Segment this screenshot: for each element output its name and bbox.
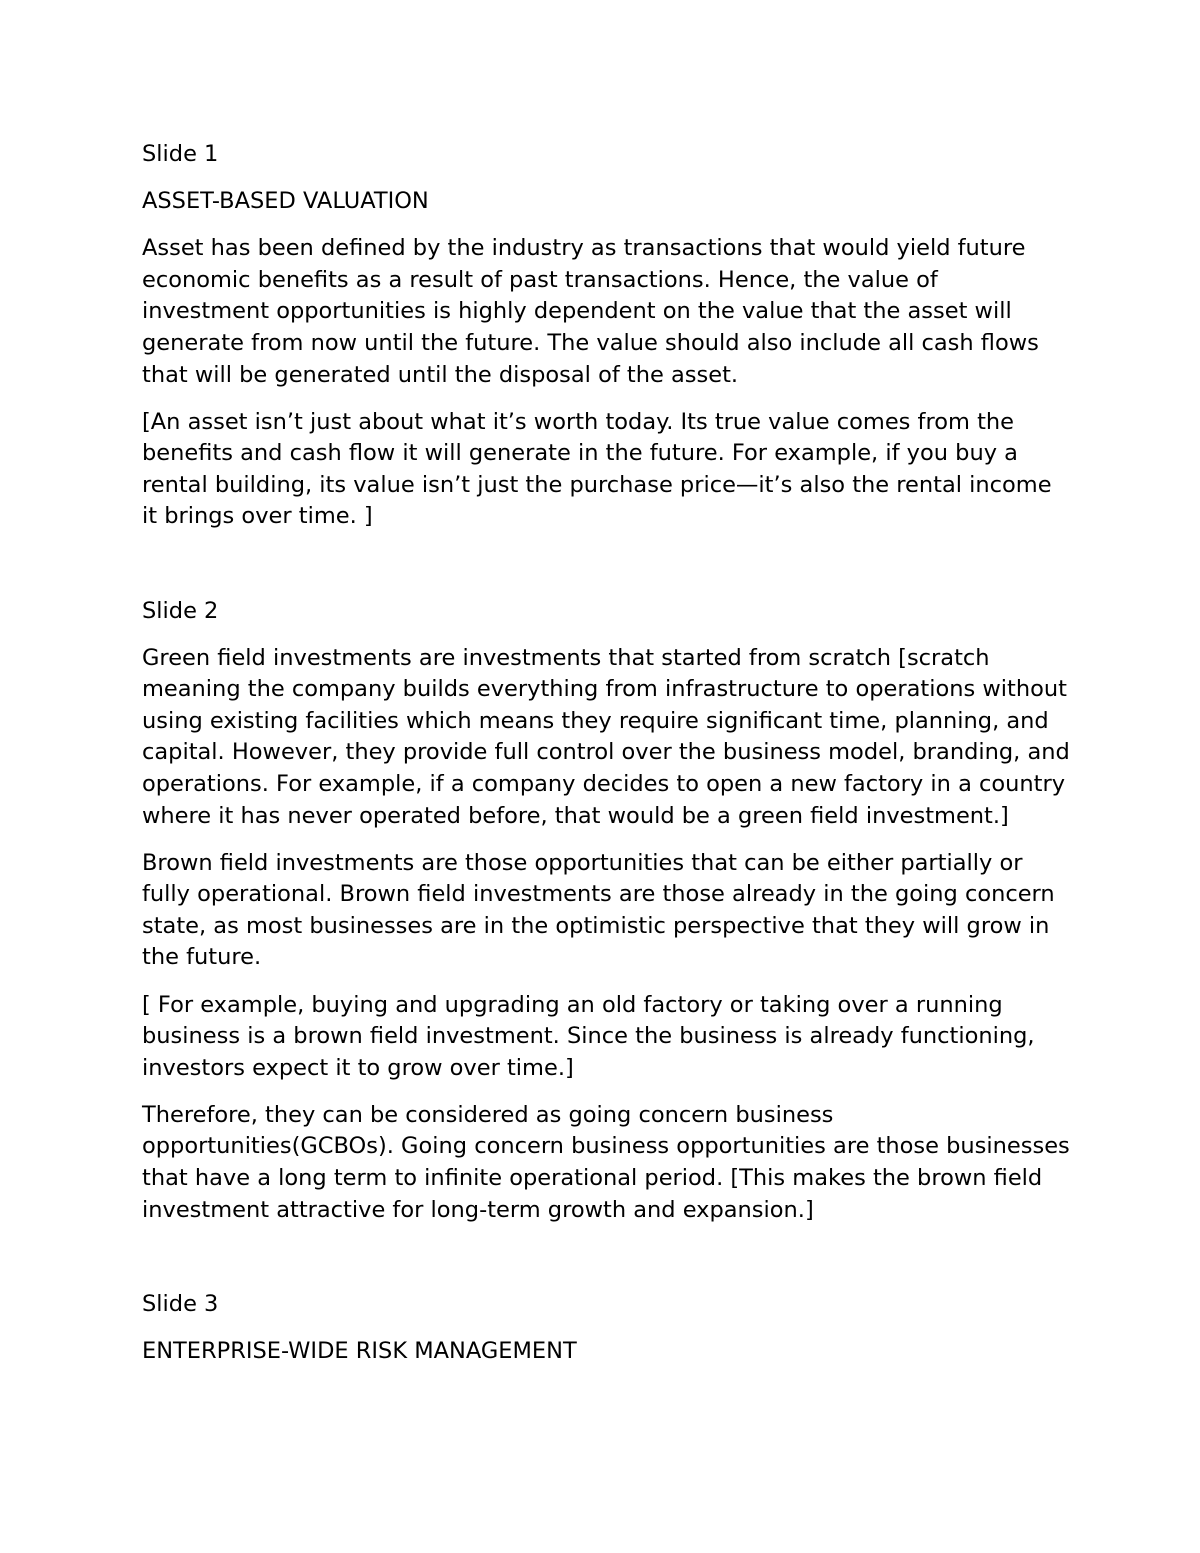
slide-1-label: Slide 1	[142, 141, 219, 167]
slide-2-note: [ For example, buying and upgrading an old factory or taking over a running business is a brown field investment. Since the business is already functioning, investors expect it to grow over time.]	[142, 991, 1035, 1081]
document-body	[142, 139, 1072, 1383]
slide-3-heading: ENTERPRISE-WIDE RISK MANAGEMENT	[142, 1337, 577, 1364]
slide-2-label: Slide 2	[142, 597, 219, 624]
slide-spacer	[142, 549, 1072, 596]
slide-1-note: [An asset isn’t just about what it’s worth today. Its true value comes from the benefits and cash flow it will generate in the future. For example, if you buy a rental building, its value isn’t just the purchase price—it’s also the rental income it brings over time. ]	[142, 408, 1052, 530]
slide-3-section	[142, 1289, 1072, 1368]
slide-1-paragraph: Asset has been defined by the industry as transactions that would yield future economic benefits as a result of past transactions. Hence, the value of investment opportunities is highly dependent on the value that the asset will generate from now until the future. The value should also include all cash flows that will be generated until the disposal of the asset.	[142, 235, 1039, 388]
slide-3-label: Slide 3	[142, 1290, 219, 1317]
slide-2-section	[142, 596, 1072, 1227]
slide-1-section	[142, 139, 1072, 533]
slide-spacer	[142, 1242, 1072, 1289]
slide-2-paragraph: Green field investments are investments that started from scratch [scratch meaning the company builds everything from infrastructure to operations without using existing facilities which means they require significant time, planning, and capital. However, they provide full control over the business model, branding, and operations. For example, if a company decides to open a new factory in a country where it has never operated before, that would be a green field investment.]	[142, 644, 1070, 829]
slide-2-paragraph: Therefore, they can be considered as going concern business opportunities(GCBOs). Going concern business opportunities are those businesses that have a long term to infinite operational period. [This makes the brown field investment attractive for long-term growth and expansion.]	[142, 1101, 1070, 1223]
slide-1-heading: ASSET-BASED VALUATION	[142, 188, 429, 215]
slide-2-paragraph: Brown field investments are those opportunities that can be either partially or fully operational. Brown field investments are those already in the going concern state, as most businesses are in the optimistic perspective that they will grow in the future.	[142, 849, 1055, 971]
